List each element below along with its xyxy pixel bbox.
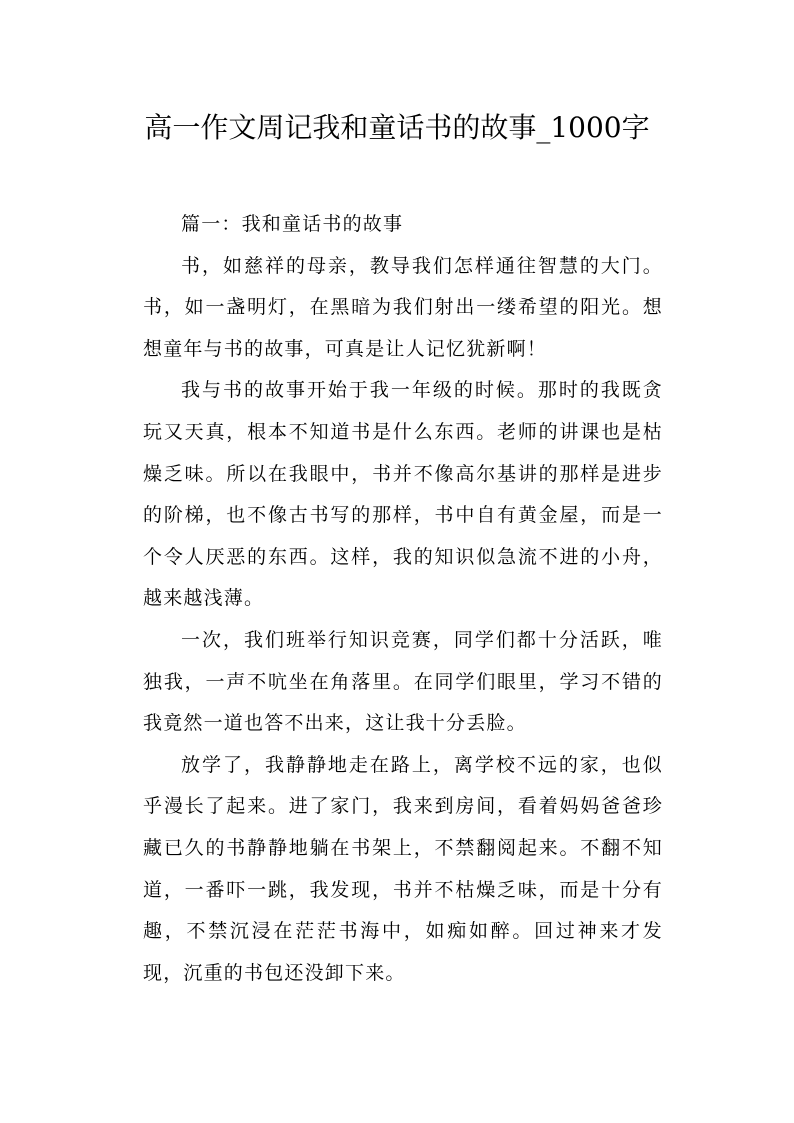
paragraph: 我与书的故事开始于我一年级的时候。那时的我既贪玩又天真，根本不知道书是什么东西。老师的讲课也是枯燥乏味。所以在我眼中，书并不像高尔基讲的那样是进步的阶梯，也不像古书写的那样，书中自有黄金屋，而是一个令人厌恶的东西。这样，我的知识似急流不进的小舟，越来越浅薄。 (143, 379, 663, 610)
document-title: 高一作文周记我和童话书的故事_1000字 (144, 111, 650, 144)
section-heading: 篇一：我和童话书的故事 (181, 213, 404, 235)
paragraph: 一次，我们班举行知识竞赛，同学们都十分活跃，唯独我，一声不吭坐在角落里。在同学们眼里，学习不错的我竟然一道也答不出来，这让我十分丢脸。 (143, 628, 663, 735)
paragraph: 放学了，我静静地走在路上，离学校不远的家，也似乎漫长了起来。进了家门，我来到房间，看着妈妈爸爸珍藏已久的书静静地躺在书架上，不禁翻阅起来。不翻不知道，一番吓一跳，我发现，书并不枯燥乏味，而是十分有趣，不禁沉浸在茫茫书海中，如痴如醉。回过神来才发现，沉重的书包还没卸下来。 (143, 753, 663, 984)
paragraph: 书，如慈祥的母亲，教导我们怎样通往智慧的大门。书，如一盏明灯，在黑暗为我们射出一缕希望的阳光。想想童年与书的故事，可真是让人记忆犹新啊！ (143, 254, 663, 360)
document-body (143, 204, 663, 994)
